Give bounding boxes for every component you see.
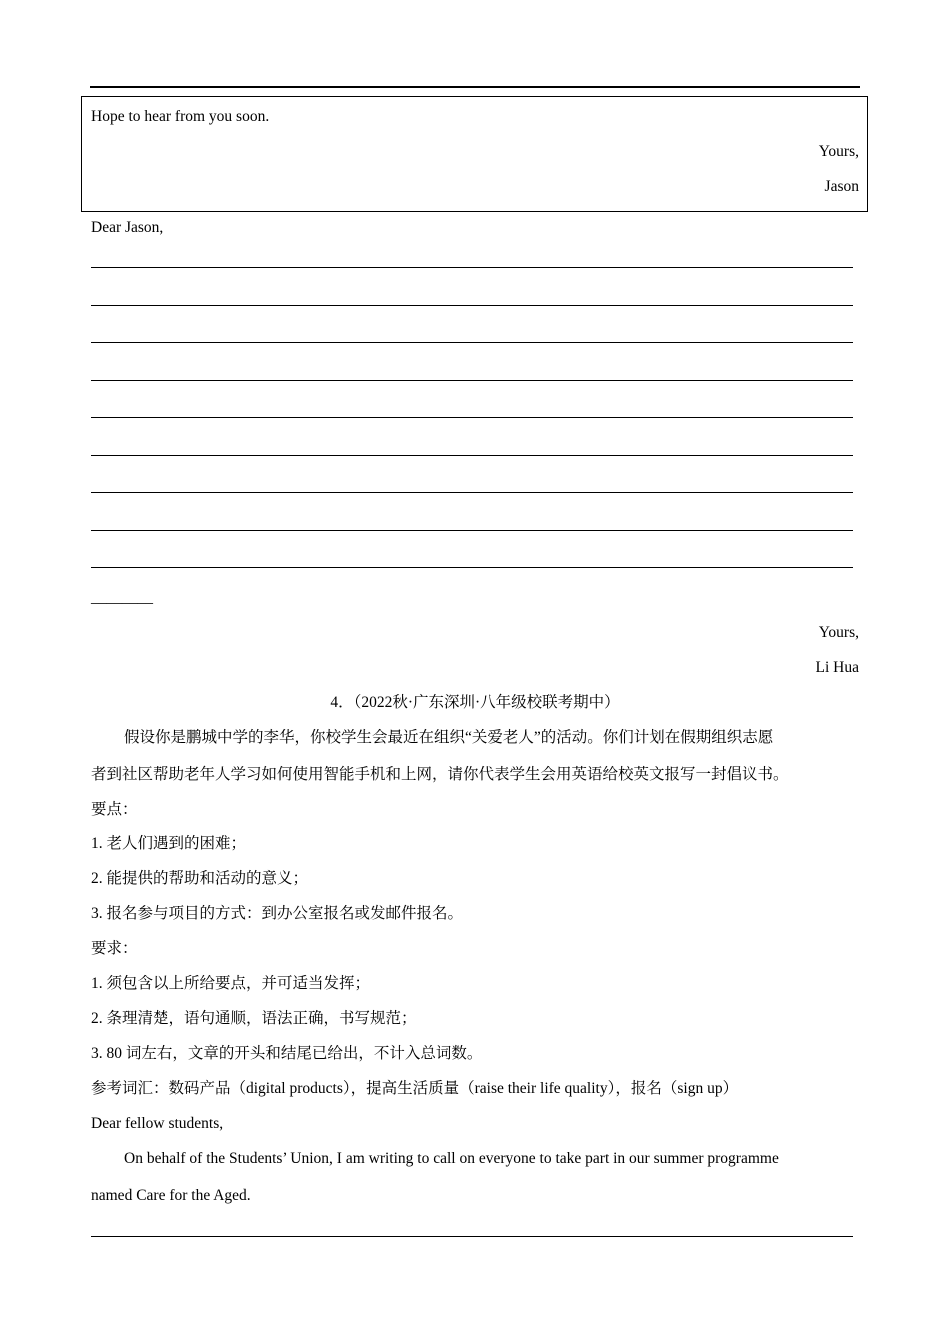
requirements-title: 要求：	[91, 940, 138, 957]
requirement-item: 2. 条理清楚，语句通顺，语法正确，书写规范；	[91, 1010, 417, 1027]
point-item: 3. 报名参与项目的方式：到办公室报名或发邮件报名。	[91, 905, 464, 922]
point-item: 2. 能提供的帮助和活动的意义；	[91, 870, 309, 887]
answer-line[interactable]	[91, 267, 853, 268]
answer-line[interactable]	[91, 567, 853, 568]
answer-line[interactable]	[91, 492, 853, 493]
question-prompt-line2: 者到社区帮助老年人学习如何使用智能手机和上网，请你代表学生会用英语给校英文报写一封倡议书。	[91, 766, 789, 783]
reply-sign-off: Yours,	[818, 624, 859, 641]
previous-letter-signature: Jason	[824, 178, 859, 195]
essay-answer-line[interactable]	[91, 1236, 853, 1237]
previous-letter-sign-off: Yours,	[818, 143, 859, 160]
answer-short-line[interactable]: ________	[91, 589, 153, 606]
question-header: 4．（2022秋·广东深圳·八年级校联考期中）	[330, 694, 620, 711]
previous-letter-box	[81, 96, 868, 212]
reply-salutation: Dear Jason,	[91, 219, 164, 236]
answer-line[interactable]	[91, 530, 853, 531]
question-prompt-line1: 假设你是鹏城中学的李华，你校学生会最近在组织“关爱老人”的活动。你们计划在假期组织志愿	[124, 729, 774, 746]
reference-vocabulary: 参考词汇：数码产品（digital products），提高生活质量（raise their life quality），报名（sign up）	[91, 1080, 739, 1097]
essay-opening-line1: On behalf of the Students’ Union, I am writing to call on everyone to take part in our summer programme	[124, 1150, 779, 1167]
essay-opening-line2: named Care for the Aged.	[91, 1187, 251, 1204]
answer-line[interactable]	[91, 455, 853, 456]
answer-line[interactable]	[91, 417, 853, 418]
requirement-item: 1. 须包含以上所给要点，并可适当发挥；	[91, 975, 371, 992]
top-rule	[90, 86, 860, 88]
reply-signature: Li Hua	[815, 659, 859, 676]
answer-line[interactable]	[91, 305, 853, 306]
points-title: 要点：	[91, 801, 138, 818]
requirement-item: 3. 80 词左右，文章的开头和结尾已给出，不计入总词数。	[91, 1045, 483, 1062]
essay-salutation: Dear fellow students,	[91, 1115, 224, 1132]
answer-line[interactable]	[91, 342, 853, 343]
point-item: 1. 老人们遇到的困难；	[91, 835, 247, 852]
answer-line[interactable]	[91, 380, 853, 381]
previous-letter-closing: Hope to hear from you soon.	[91, 108, 270, 125]
